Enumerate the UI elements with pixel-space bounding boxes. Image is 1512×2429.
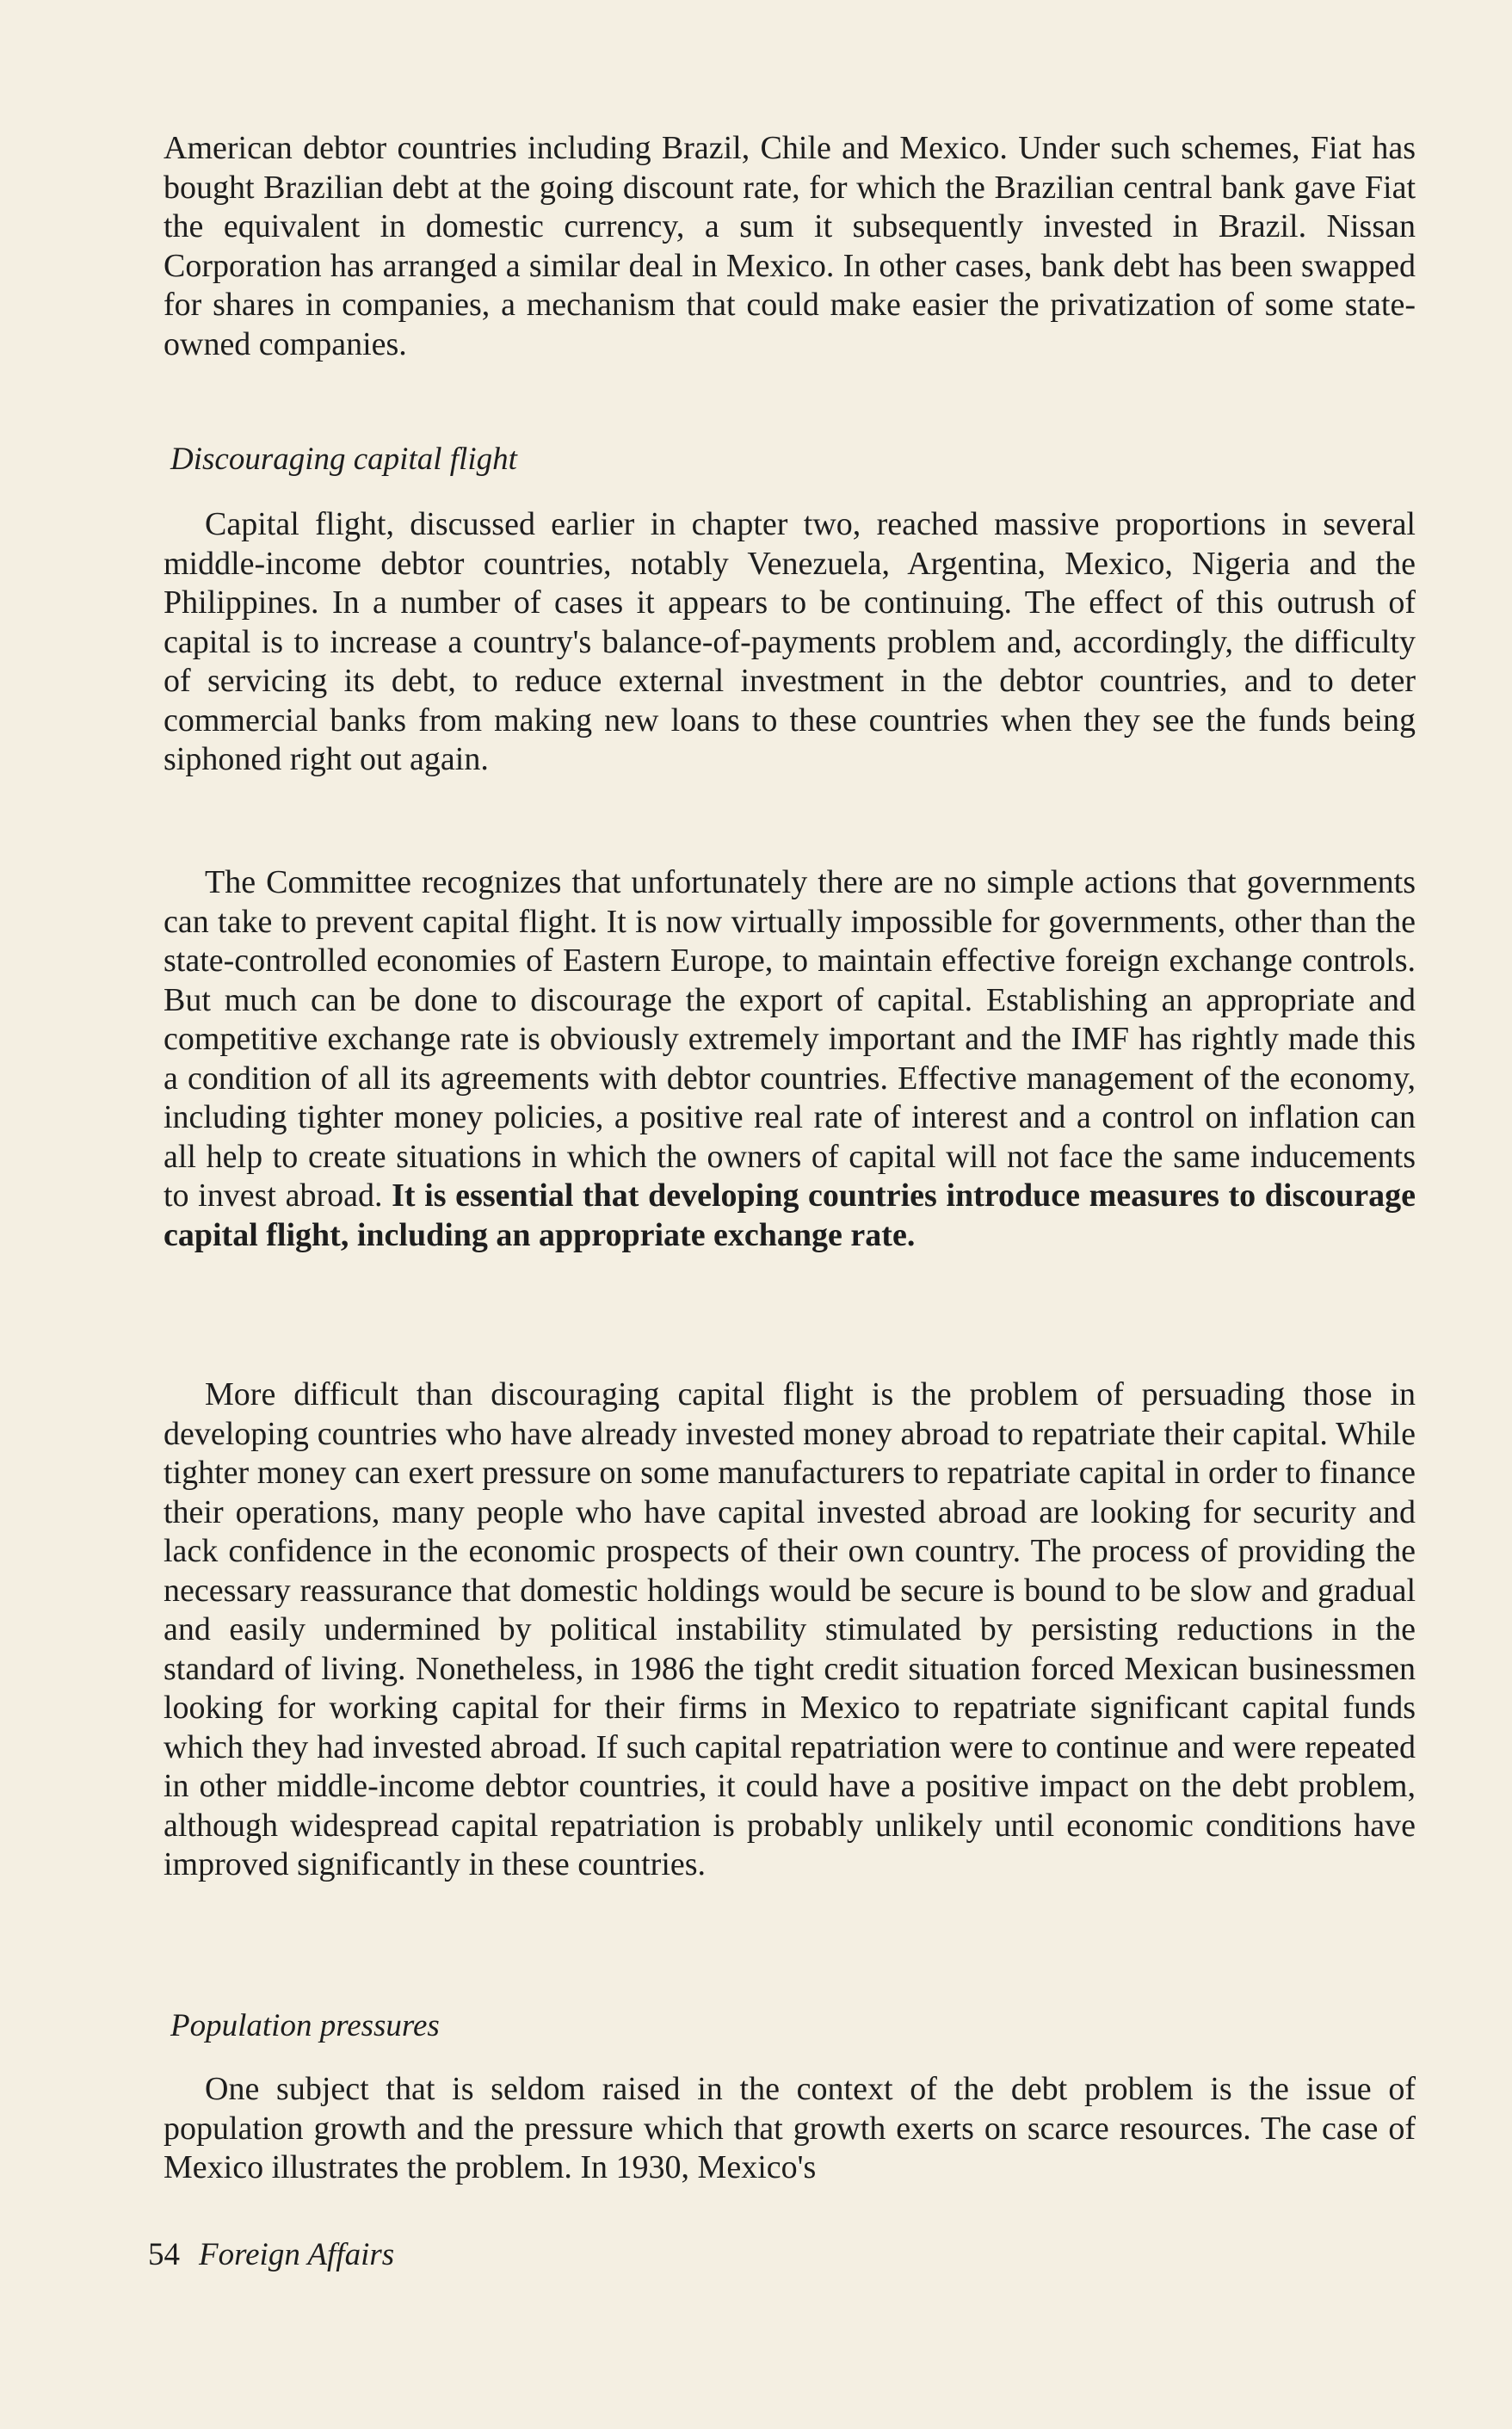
paragraph-committee [164,863,1416,1255]
section-heading-population: Population pressures [170,2008,440,2043]
paragraph-continued [164,129,1416,364]
paragraph-4-text: More difficult than discouraging capital flight is the problem of persuading those in developing countries who have already invested money abroad to repatriate their capital. While tighter money can exert pressure on some manufacturers to repatriate capital in order to finance their operations, many people who have capital invested abroad are looking for security and lack confidence in the economic prospects of their own country. The process of providing the necessary reassurance that domestic holdings would be secure is bound to be slow and gradual and easily undermined by political instability stimulated by persisting reductions in the standard of living. Nonetheless, in 1986 the tight credit situation forced Mexican businessmen looking for working capital for their firms in Mexico to repatriate significant capital funds which they had invested abroad. If such capital repatriation were to continue and were repeated in other middle-income debtor countries, it could have a positive impact on the debt problem, although widespread capital repatriation is probably unlikely until economic conditions have improved significantly in these countries. [164,1376,1416,1882]
paragraph-capital-flight [164,505,1416,780]
paragraph-repatriation [164,1375,1416,1885]
paragraph-1-text: American debtor countries including Brazil, Chile and Mexico. Under such schemes, Fiat has bought Brazilian debt at the going discount rate, for which the Brazilian central bank gave Fiat the equivalent in domestic currency, a sum it subsequently invested in Brazil. Nissan Corporation has arranged a similar deal in Mexico. In other cases, bank debt has been swapped for shares in companies, a mechanism that could make easier the privatization of some state-owned companies. [164,130,1416,362]
section-heading-capital-flight: Discouraging capital flight [170,442,517,477]
paragraph-3-text: The Committee recognizes that unfortunately there are no simple actions that governments can take to prevent capital flight. It is now virtually impossible for governments, other than the state-controlled economies of Eastern Europe, to maintain effective foreign exchange controls. But much can be done to discourage the export of capital. Establishing an appropriate and competitive exchange rate is obviously extremely important and the IMF has rightly made this a condition of all its agreements with debtor countries. Effective management of the economy, including tighter money policies, a positive real rate of interest and a control on inflation can all help to create situations in which the owners of capital will not face the same inducements to invest abroad. [164,864,1416,1214]
paragraph-2-text: Capital flight, discussed earlier in chapter two, reached massive proportions in several middle-income debtor countries, notably Venezuela, Argentina, Mexico, Nigeria and the Philippines. In a number of cases it appears to be continuing. The effect of this outrush of capital is to increase a country's balance-of-payments problem and, accordingly, the difficulty of servicing its debt, to reduce external investment in the debtor countries, and to deter commercial banks from making new loans to these countries when they see the funds being siphoned right out again. [164,506,1416,777]
page-footer [148,2236,394,2273]
journal-title: Foreign Affairs [199,2237,395,2272]
paragraph-3-recommendation: It is essential that developing countries introduce measures to discourage capital flight, including an appropriate exchange rate. [164,1177,1416,1253]
paragraph-population [164,2070,1416,2188]
page-number: 54 [148,2237,180,2272]
paragraph-5-text: One subject that is seldom raised in the context of the debt problem is the issue of population growth and the pressure which that growth exerts on scarce resources. The case of Mexico illustrates the problem. In 1930, Mexico's [164,2071,1416,2185]
